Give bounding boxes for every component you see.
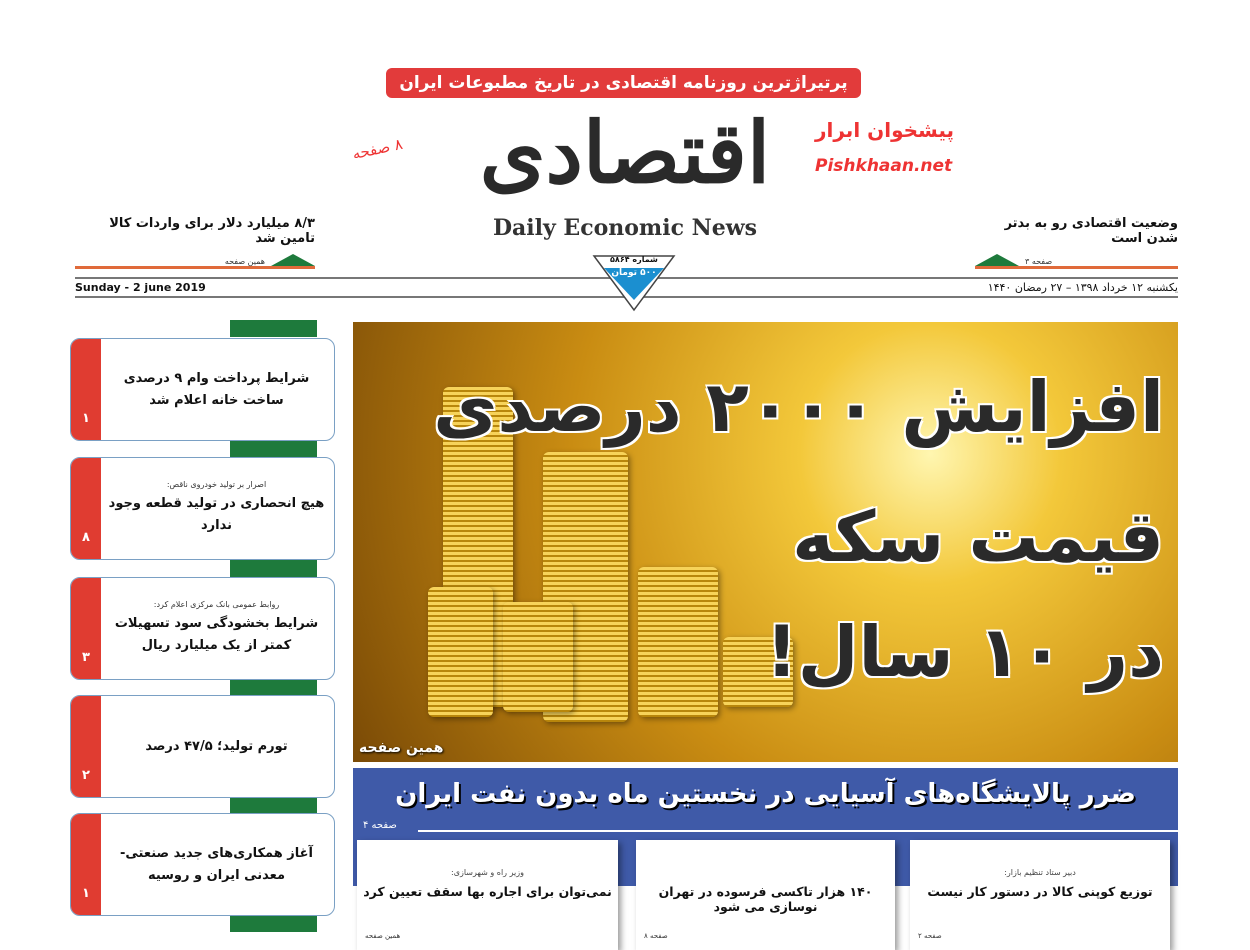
sidebar-item[interactable] <box>70 577 335 680</box>
divider <box>975 266 1178 269</box>
page-number: ۱ <box>82 886 90 901</box>
ribbon <box>230 915 317 932</box>
divider <box>418 830 1178 832</box>
coin-stack <box>638 567 718 717</box>
hero-headline-1: افزایش ۲۰۰۰ درصدی <box>433 366 1164 448</box>
sidebar-item[interactable] <box>70 338 335 441</box>
slogan-banner: پرتیراژترین روزنامه اقتصادی در تاریخ مطبوعات ایران <box>386 68 861 98</box>
issue-number: شماره ۵۸۶۴ <box>610 255 658 264</box>
sidebar-kicker: اصرار بر تولید خودروی ناقص: <box>166 480 267 489</box>
card-kicker <box>636 868 895 878</box>
secondary-page: صفحه ۴ <box>363 820 397 831</box>
issue-price: ۵۰۰ تومان <box>611 268 657 278</box>
sidebar-item[interactable] <box>70 695 335 798</box>
story-card[interactable] <box>636 840 895 950</box>
secondary-headline: ضرر پالایشگاه‌های آسیایی در نخستین ماه بدون نفت ایران <box>395 779 1136 809</box>
page-number: ۲ <box>82 768 90 783</box>
teaser-page: صفحه ۳ <box>1025 257 1053 266</box>
card-page: صفحه ۲ <box>918 932 942 940</box>
hero-headline-3: در ۱۰ سال! <box>765 611 1164 693</box>
page-number: ۱ <box>82 411 90 426</box>
coin-stack <box>428 587 493 717</box>
card-title: نمی‌توان برای اجاره بها سقف تعیین کرد <box>363 884 612 899</box>
triangle-icon <box>975 254 1019 266</box>
story-card[interactable] <box>910 840 1170 950</box>
card-page: صفحه ۸ <box>644 932 668 940</box>
ribbon <box>230 560 317 577</box>
card-title: توزیع کوپنی کالا در دستور کار نیست <box>927 884 1153 899</box>
ribbon <box>230 320 317 337</box>
sidebar-item[interactable] <box>70 457 335 560</box>
card-kicker: دبیر ستاد تنظیم بازار: <box>1004 868 1076 877</box>
sidebar-title: آغاز همکاری‌های جدید صنعتی-معدنی ایران و روسیه <box>120 845 313 883</box>
sidebar-title: شرایط پرداخت وام ۹ درصدی ساخت خانه اعلام شد <box>123 370 310 408</box>
sidebar-title: تورم تولید؛ ۴۷/۵ درصد <box>145 738 288 754</box>
divider <box>75 266 315 269</box>
card-kicker: وزیر راه و شهرسازی: <box>451 868 524 877</box>
sidebar-title: هیچ انحصاری در تولید قطعه وجود ندارد <box>108 496 325 533</box>
hero-headline-2: قیمت سکه <box>792 496 1164 578</box>
card-title: ۱۴۰ هزار تاکسی فرسوده در تهران نوسازی می شود <box>658 884 873 914</box>
ribbon <box>230 440 317 457</box>
newspaper-logo: اقتصادی <box>479 103 771 202</box>
sidebar-item[interactable] <box>70 813 335 916</box>
date-persian: یکشنبه ۱۲ خرداد ۱۳۹۸ – ۲۷ رمضان ۱۴۴۰ <box>987 281 1178 294</box>
page-number: ۸ <box>82 530 90 545</box>
hero-image[interactable] <box>353 322 1178 762</box>
teaser-right[interactable] <box>975 216 1178 269</box>
teaser-title: وضعیت اقتصادی رو به بدتر شدن است <box>1004 216 1178 246</box>
sidebar-title: شرایط بخشودگی سود تسهیلات کمتر از یک میلیارد ریال <box>114 616 319 653</box>
sidebar-kicker: روابط عمومی بانک مرکزی اعلام کرد: <box>153 600 280 609</box>
ribbon <box>230 678 317 695</box>
story-card[interactable] <box>357 840 618 950</box>
page-number: ۳ <box>82 650 90 665</box>
english-title: Daily Economic News <box>492 215 758 241</box>
card-page: همین صفحه <box>365 932 401 940</box>
triangle-icon <box>271 254 315 266</box>
watermark-fa: پیشخوان ابرار <box>815 118 955 142</box>
date-english: Sunday - 2 june 2019 <box>75 281 206 294</box>
page-count: ۸ صفحه <box>350 134 405 164</box>
teaser-page: همین صفحه <box>224 257 265 266</box>
teaser-left[interactable] <box>75 216 315 269</box>
ribbon <box>230 797 317 814</box>
hero-page: همین صفحه <box>359 740 444 756</box>
watermark-en: Pishkhaan.net <box>815 156 953 176</box>
coin-stack <box>503 602 573 712</box>
teaser-title: ۸/۳ میلیارد دلار برای واردات کالا تامین شد <box>109 216 315 246</box>
